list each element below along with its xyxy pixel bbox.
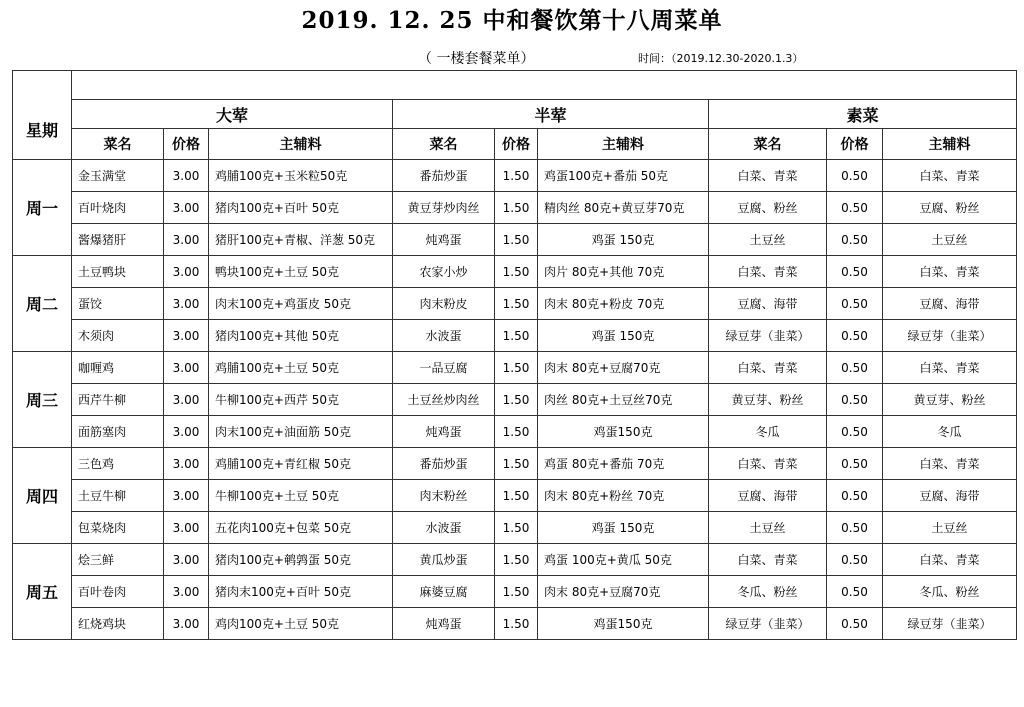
dish-ingredients: 鸡蛋 150克 (538, 512, 709, 544)
dish-price: 0.50 (827, 576, 883, 608)
dish-name: 土豆丝 (709, 224, 827, 256)
dish-ingredients: 白菜、青菜 (883, 160, 1017, 192)
dish-price: 0.50 (827, 608, 883, 640)
menu-table (12, 70, 1017, 640)
dish-ingredients: 豆腐、海带 (883, 288, 1017, 320)
dish-price: 0.50 (827, 384, 883, 416)
dish-name: 炖鸡蛋 (393, 224, 495, 256)
date-range: 时间：（2019.12.30-2020.1.3） (638, 52, 804, 65)
dish-ingredients: 肉末 80克+豆腐70克 (538, 576, 709, 608)
table-row (13, 352, 1017, 384)
dish-price: 1.50 (495, 384, 538, 416)
dish-name: 土豆牛柳 (72, 480, 164, 512)
col-price: 价格 (827, 129, 883, 160)
dish-name: 豆腐、海带 (709, 480, 827, 512)
dish-name: 面筋塞肉 (72, 416, 164, 448)
weekday-label: 周三 (13, 352, 72, 448)
col-ingredients: 主辅料 (883, 129, 1017, 160)
dish-price: 0.50 (827, 448, 883, 480)
dish-ingredients: 猪肉100克+鹌鹑蛋 50克 (209, 544, 393, 576)
dish-price: 3.00 (164, 320, 209, 352)
dish-name: 一品豆腐 (393, 352, 495, 384)
menu-title: 2019. 12. 25 中和餐饮第十八周菜单 (301, 7, 723, 34)
dish-name: 黄豆芽炒肉丝 (393, 192, 495, 224)
table-row (13, 512, 1017, 544)
dish-ingredients: 白菜、青菜 (883, 256, 1017, 288)
weekday-label: 周一 (13, 160, 72, 256)
dish-price: 3.00 (164, 384, 209, 416)
dish-ingredients: 肉末 80克+豆腐70克 (538, 352, 709, 384)
dish-ingredients: 精肉丝 80克+黄豆芽70克 (538, 192, 709, 224)
dish-ingredients: 鸡蛋100克+番茄 50克 (538, 160, 709, 192)
dish-name: 炖鸡蛋 (393, 416, 495, 448)
dish-name: 红烧鸡块 (72, 608, 164, 640)
col-dish: 菜名 (709, 129, 827, 160)
dish-ingredients: 鸡蛋 150克 (538, 224, 709, 256)
dish-name: 农家小炒 (393, 256, 495, 288)
dish-price: 0.50 (827, 416, 883, 448)
dish-name: 白菜、青菜 (709, 352, 827, 384)
dish-name: 白菜、青菜 (709, 160, 827, 192)
dish-price: 1.50 (495, 608, 538, 640)
dish-price: 3.00 (164, 192, 209, 224)
dish-name: 土豆丝 (709, 512, 827, 544)
dish-price: 1.50 (495, 160, 538, 192)
dish-price: 0.50 (827, 544, 883, 576)
table-row (13, 256, 1017, 288)
menu-subtitle: （ 一楼套餐菜单） (418, 51, 535, 67)
dish-name: 三色鸡 (72, 448, 164, 480)
dish-ingredients: 肉丝 80克+土豆丝70克 (538, 384, 709, 416)
dish-ingredients: 冬瓜、粉丝 (883, 576, 1017, 608)
dish-price: 3.00 (164, 352, 209, 384)
table-row (13, 608, 1017, 640)
category-meat: 大荤 (72, 100, 393, 129)
dish-ingredients: 冬瓜 (883, 416, 1017, 448)
dish-price: 0.50 (827, 480, 883, 512)
dish-price: 1.50 (495, 256, 538, 288)
dish-name: 豆腐、粉丝 (709, 192, 827, 224)
dish-name: 番茄炒蛋 (393, 160, 495, 192)
dish-ingredients: 土豆丝 (883, 224, 1017, 256)
table-row (13, 480, 1017, 512)
dish-name: 炖鸡蛋 (393, 608, 495, 640)
dish-name: 百叶卷肉 (72, 576, 164, 608)
dish-price: 0.50 (827, 512, 883, 544)
dish-ingredients: 绿豆芽（韭菜） (883, 608, 1017, 640)
dish-price: 3.00 (164, 224, 209, 256)
table-row (13, 544, 1017, 576)
dish-ingredients: 黄豆芽、粉丝 (883, 384, 1017, 416)
dish-ingredients: 肉末 80克+粉丝 70克 (538, 480, 709, 512)
dish-name: 木须肉 (72, 320, 164, 352)
table-row (13, 320, 1017, 352)
dish-name: 西芹牛柳 (72, 384, 164, 416)
dish-price: 0.50 (827, 192, 883, 224)
dish-name: 金玉满堂 (72, 160, 164, 192)
dish-price: 1.50 (495, 352, 538, 384)
dish-ingredients: 白菜、青菜 (883, 448, 1017, 480)
dish-ingredients: 肉末100克+油面筋 50克 (209, 416, 393, 448)
dish-ingredients: 牛柳100克+土豆 50克 (209, 480, 393, 512)
table-row (13, 288, 1017, 320)
dish-name: 百叶烧肉 (72, 192, 164, 224)
dish-ingredients: 鸡肉100克+土豆 50克 (209, 608, 393, 640)
table-row (13, 416, 1017, 448)
dish-price: 3.00 (164, 544, 209, 576)
col-price: 价格 (164, 129, 209, 160)
dish-ingredients: 五花肉100克+包菜 50克 (209, 512, 393, 544)
category-vegetable: 素菜 (709, 100, 1017, 129)
dish-name: 蛋饺 (72, 288, 164, 320)
dish-name: 肉末粉丝 (393, 480, 495, 512)
dish-price: 3.00 (164, 576, 209, 608)
dish-price: 1.50 (495, 416, 538, 448)
dish-ingredients: 鸡蛋 80克+番茄 70克 (538, 448, 709, 480)
dish-ingredients: 豆腐、海带 (883, 480, 1017, 512)
dish-ingredients: 鸡脯100克+青红椒 50克 (209, 448, 393, 480)
dish-name: 水波蛋 (393, 320, 495, 352)
dish-name: 水波蛋 (393, 512, 495, 544)
dish-ingredients: 肉末 80克+粉皮 70克 (538, 288, 709, 320)
dish-ingredients: 肉片 80克+其他 70克 (538, 256, 709, 288)
weekday-label: 周五 (13, 544, 72, 640)
weekday-label: 周四 (13, 448, 72, 544)
col-dish: 菜名 (393, 129, 495, 160)
col-ingredients: 主辅料 (538, 129, 709, 160)
table-row (13, 448, 1017, 480)
table-row (13, 576, 1017, 608)
dish-name: 白菜、青菜 (709, 448, 827, 480)
dish-name: 黄瓜炒蛋 (393, 544, 495, 576)
dish-name: 绿豆芽（韭菜） (709, 320, 827, 352)
dish-name: 烩三鲜 (72, 544, 164, 576)
table-row (13, 384, 1017, 416)
dish-ingredients: 鸡蛋150克 (538, 608, 709, 640)
dish-ingredients: 白菜、青菜 (883, 544, 1017, 576)
dish-price: 1.50 (495, 448, 538, 480)
dish-price: 3.00 (164, 416, 209, 448)
dish-price: 3.00 (164, 160, 209, 192)
weekday-header-top (13, 71, 72, 100)
dish-price: 0.50 (827, 224, 883, 256)
dish-ingredients: 豆腐、粉丝 (883, 192, 1017, 224)
dish-ingredients: 猪肉100克+其他 50克 (209, 320, 393, 352)
table-row (13, 160, 1017, 192)
dish-ingredients: 绿豆芽（韭菜） (883, 320, 1017, 352)
dish-ingredients: 鸡蛋 150克 (538, 320, 709, 352)
dish-name: 肉末粉皮 (393, 288, 495, 320)
table-row (13, 224, 1017, 256)
dish-name: 白菜、青菜 (709, 256, 827, 288)
dish-price: 3.00 (164, 512, 209, 544)
dish-price: 1.50 (495, 288, 538, 320)
weekday-label: 周二 (13, 256, 72, 352)
dish-name: 豆腐、海带 (709, 288, 827, 320)
dish-ingredients: 猪肉末100克+百叶 50克 (209, 576, 393, 608)
dish-price: 0.50 (827, 160, 883, 192)
dish-name: 冬瓜 (709, 416, 827, 448)
dish-price: 1.50 (495, 192, 538, 224)
dish-price: 1.50 (495, 480, 538, 512)
dish-price: 0.50 (827, 256, 883, 288)
dish-ingredients: 鸡蛋 100克+黄瓜 50克 (538, 544, 709, 576)
dish-ingredients: 猪肝100克+青椒、洋葱 50克 (209, 224, 393, 256)
dish-price: 3.00 (164, 480, 209, 512)
dish-name: 黄豆芽、粉丝 (709, 384, 827, 416)
dish-price: 1.50 (495, 544, 538, 576)
dish-price: 1.50 (495, 512, 538, 544)
dish-ingredients: 猪肉100克+百叶 50克 (209, 192, 393, 224)
category-half-meat: 半荤 (393, 100, 709, 129)
dish-name: 咖喱鸡 (72, 352, 164, 384)
table-row (13, 192, 1017, 224)
dish-price: 3.00 (164, 256, 209, 288)
dish-name: 番茄炒蛋 (393, 448, 495, 480)
col-dish: 菜名 (72, 129, 164, 160)
dish-name: 冬瓜、粉丝 (709, 576, 827, 608)
weekday-header: 星期 (13, 100, 72, 160)
dish-ingredients: 鸡蛋150克 (538, 416, 709, 448)
dish-ingredients: 白菜、青菜 (883, 352, 1017, 384)
col-ingredients: 主辅料 (209, 129, 393, 160)
dish-name: 土豆丝炒肉丝 (393, 384, 495, 416)
dish-price: 1.50 (495, 320, 538, 352)
dish-ingredients: 土豆丝 (883, 512, 1017, 544)
dish-price: 1.50 (495, 576, 538, 608)
dish-price: 3.00 (164, 608, 209, 640)
dish-name: 土豆鸭块 (72, 256, 164, 288)
dish-price: 3.00 (164, 288, 209, 320)
dish-price: 3.00 (164, 448, 209, 480)
dish-ingredients: 鸭块100克+土豆 50克 (209, 256, 393, 288)
dish-ingredients: 鸡脯100克+土豆 50克 (209, 352, 393, 384)
dish-ingredients: 肉末100克+鸡蛋皮 50克 (209, 288, 393, 320)
dish-name: 酱爆猪肝 (72, 224, 164, 256)
dish-price: 0.50 (827, 352, 883, 384)
dish-price: 0.50 (827, 320, 883, 352)
dish-name: 绿豆芽（韭菜） (709, 608, 827, 640)
dish-ingredients: 牛柳100克+西芹 50克 (209, 384, 393, 416)
col-price: 价格 (495, 129, 538, 160)
dish-name: 白菜、青菜 (709, 544, 827, 576)
dish-name: 麻婆豆腐 (393, 576, 495, 608)
dish-ingredients: 鸡脯100克+玉米粒50克 (209, 160, 393, 192)
dish-price: 0.50 (827, 288, 883, 320)
dish-name: 包菜烧肉 (72, 512, 164, 544)
blank-header-row (72, 71, 1017, 100)
dish-price: 1.50 (495, 224, 538, 256)
